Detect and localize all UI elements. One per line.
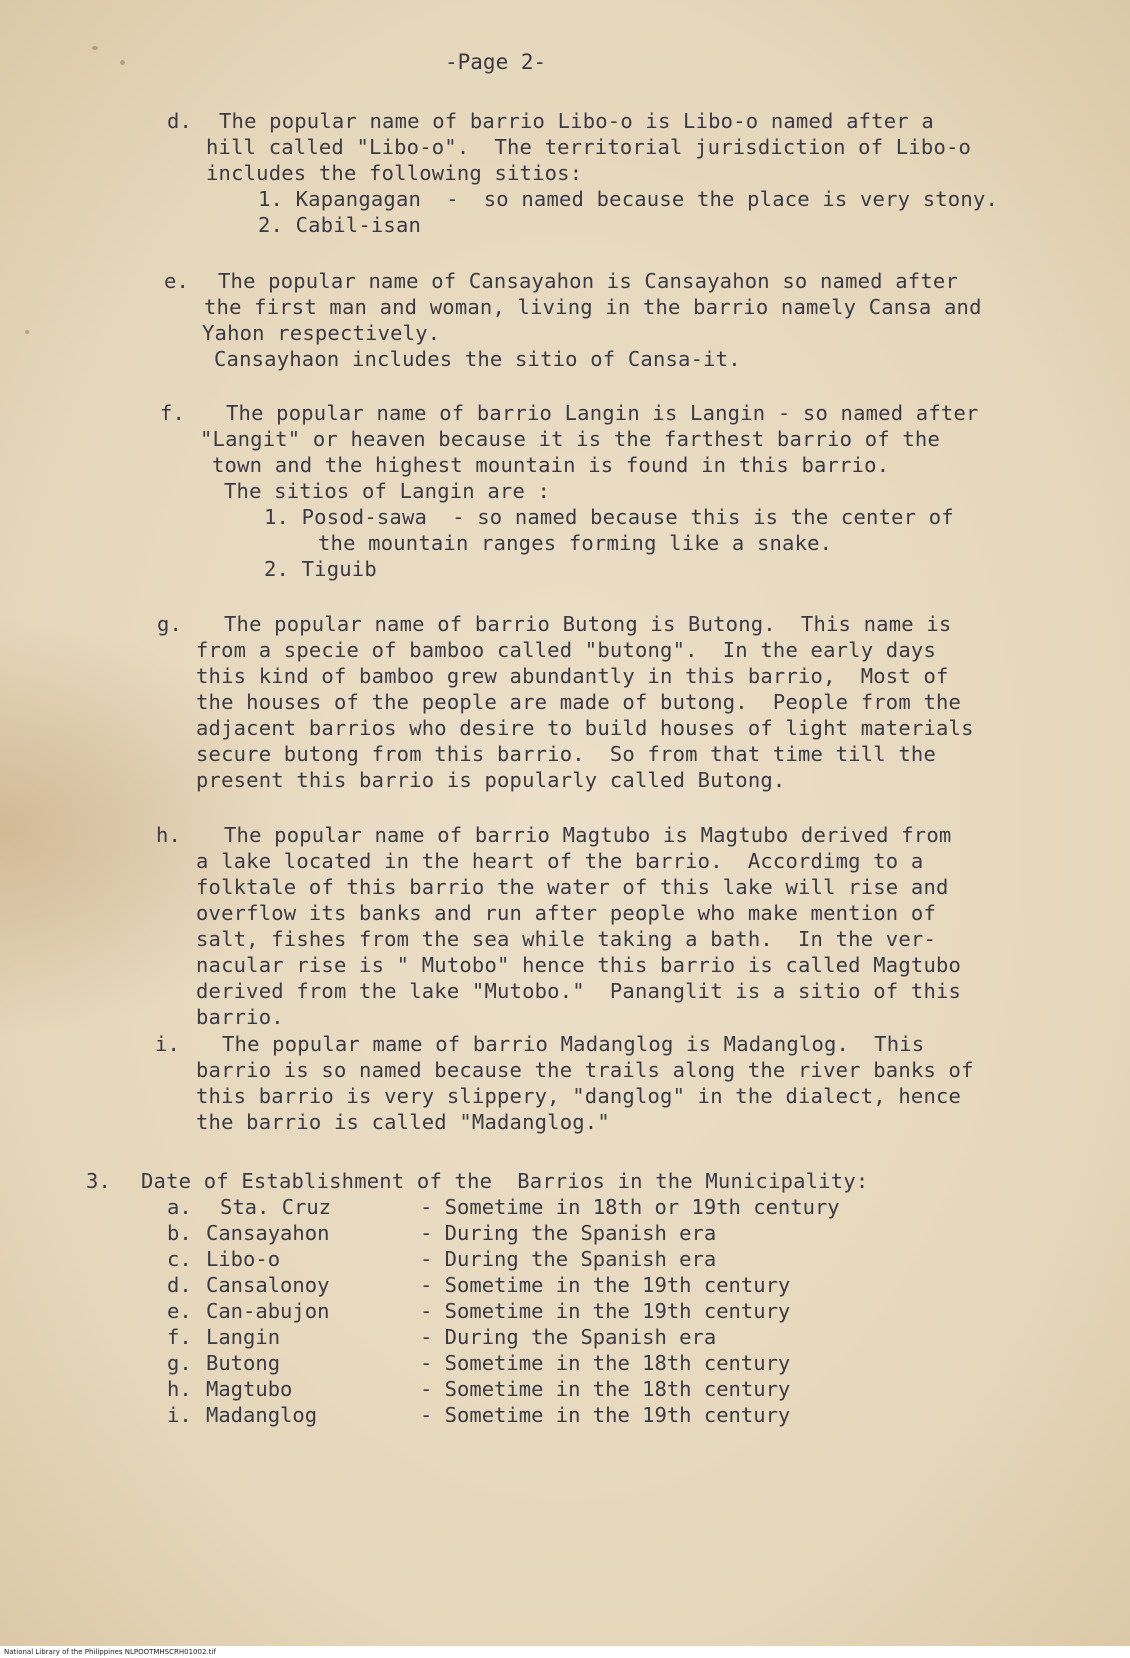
paragraph-e-extra: Cansayhaon includes the sitio of Cansa-it. xyxy=(214,347,741,371)
row-letter: d. xyxy=(167,1273,192,1297)
section-number: 3. xyxy=(86,1169,112,1193)
paragraph-h-line: overflow its banks and run after people who make mention of xyxy=(196,901,936,925)
paragraph-g-line: present this barrio is popularly called Butong. xyxy=(196,768,786,792)
table-row xyxy=(0,1272,791,1298)
table-row xyxy=(0,1220,717,1246)
row-date: - Sometime in the 18th century xyxy=(420,1351,791,1375)
row-date: - Sometime in the 19th century xyxy=(420,1403,791,1427)
sitio-list-item: 2. Cabil-isan xyxy=(258,213,422,237)
paragraph-h-line: folktale of this barrio the water of this lake will rise and xyxy=(196,875,949,899)
row-barrio: Cansayahon xyxy=(206,1221,330,1245)
row-date: - During the Spanish era xyxy=(420,1325,717,1349)
row-date: - During the Spanish era xyxy=(420,1221,717,1245)
row-date: - During the Spanish era xyxy=(420,1247,717,1271)
row-letter: a. xyxy=(167,1195,192,1219)
paper-speck xyxy=(92,46,98,50)
paragraph-i-line: the barrio is called "Madanglog." xyxy=(196,1110,610,1134)
paragraph-h-line: salt, fishes from the sea while taking a bath. In the ver- xyxy=(196,927,936,951)
paragraph-e-line: Yahon respectively. xyxy=(202,321,441,345)
row-barrio: Libo-o xyxy=(206,1247,281,1271)
paragraph-g-line: the houses of the people are made of butong. People from the xyxy=(196,690,962,714)
item-letter-i: i. xyxy=(155,1032,181,1056)
sitio-list-item: 1. Kapangagan - so named because the place is very stony. xyxy=(258,187,998,211)
paragraph-e-line: The popular name of Cansayahon is Cansayahon so named after xyxy=(218,269,958,293)
paragraph-g-line: from a specie of bamboo called "butong". In the early days xyxy=(196,638,936,662)
establishment-heading: Date of Establishment of the Barrios in the Municipality: xyxy=(141,1169,869,1193)
row-letter: h. xyxy=(167,1377,192,1401)
paragraph-e-line: the first man and woman, living in the barrio namely Cansa and xyxy=(204,295,982,319)
paragraph-i-line: The popular mame of barrio Madanglog is Madanglog. This xyxy=(222,1032,925,1056)
row-barrio: Cansalonoy xyxy=(206,1273,330,1297)
paragraph-g-line: this kind of bamboo grew abundantly in this barrio, Most of xyxy=(196,664,949,688)
sitios-intro: The sitios of Langin are : xyxy=(224,479,551,503)
paragraph-f-line: "Langit" or heaven because it is the farthest barrio of the xyxy=(200,427,940,451)
table-row xyxy=(0,1350,791,1376)
sitio-list-continuation: the mountain ranges forming like a snake. xyxy=(318,531,833,555)
row-date: - Sometime in 18th or 19th century xyxy=(420,1195,840,1219)
row-date: - Sometime in the 19th century xyxy=(420,1299,791,1323)
row-date: - Sometime in the 19th century xyxy=(420,1273,791,1297)
table-row xyxy=(0,1402,791,1428)
item-letter-f: f. xyxy=(160,401,186,425)
table-row xyxy=(0,1324,717,1350)
page-number-header: -Page 2- xyxy=(445,50,547,74)
paragraph-d-line: includes the following sitios: xyxy=(206,161,583,185)
row-letter: c. xyxy=(167,1247,192,1271)
item-letter-d: d. xyxy=(167,109,193,133)
row-letter: e. xyxy=(167,1299,192,1323)
sitio-list-item: 2. Tiguib xyxy=(264,557,377,581)
row-barrio: Langin xyxy=(206,1325,281,1349)
item-letter-h: h. xyxy=(156,823,182,847)
paragraph-i-line: this barrio is very slippery, "danglog" in the dialect, hence xyxy=(196,1084,962,1108)
paragraph-d-line: hill called "Libo-o". The territorial jurisdiction of Libo-o xyxy=(206,135,972,159)
paragraph-g-line: The popular name of barrio Butong is Butong. This name is xyxy=(224,612,952,636)
row-letter: f. xyxy=(167,1325,192,1349)
paragraph-g-line: adjacent barrios who desire to build houses of light materials xyxy=(196,716,974,740)
row-barrio: Can-abujon xyxy=(206,1299,330,1323)
paragraph-h-line: a lake located in the heart of the barrio. Accordimg to a xyxy=(196,849,924,873)
paper-speck xyxy=(25,330,29,334)
paragraph-f-line: town and the highest mountain is found in this barrio. xyxy=(212,453,890,477)
table-row xyxy=(0,1246,717,1272)
table-row xyxy=(0,1298,791,1324)
paragraph-h-line: barrio. xyxy=(196,1005,284,1029)
paragraph-f-line: The popular name of barrio Langin is Langin - so named after xyxy=(226,401,979,425)
table-row xyxy=(0,1376,791,1402)
table-row xyxy=(0,1194,840,1220)
paragraph-d-line: The popular name of barrio Libo-o is Libo-o named after a xyxy=(219,109,934,133)
row-letter: i. xyxy=(167,1403,192,1427)
item-letter-g: g. xyxy=(157,612,183,636)
row-barrio: Butong xyxy=(206,1351,281,1375)
row-barrio: Madanglog xyxy=(206,1403,318,1427)
paragraph-g-line: secure butong from this barrio. So from that time till the xyxy=(196,742,936,766)
paragraph-h-line: The popular name of barrio Magtubo is Magtubo derived from xyxy=(224,823,952,847)
paragraph-i-line: barrio is so named because the trails along the river banks of xyxy=(196,1058,974,1082)
paragraph-h-line: derived from the lake "Mutobo." Pananglit is a sitio of this xyxy=(196,979,962,1003)
row-date: - Sometime in the 18th century xyxy=(420,1377,791,1401)
item-letter-e: e. xyxy=(164,269,190,293)
row-letter: b. xyxy=(167,1221,192,1245)
sitio-list-item: 1. Posod-sawa - so named because this is the center of xyxy=(264,505,954,529)
row-barrio: Sta. Cruz xyxy=(220,1195,332,1219)
paper-speck xyxy=(120,60,125,65)
row-barrio: Magtubo xyxy=(206,1377,293,1401)
paragraph-h-line: nacular rise is " Mutobo" hence this barrio is called Magtubo xyxy=(196,953,962,977)
scan-footer: National Library of the Philippines NLPOOTMHSCRH01002.tif xyxy=(0,1646,1130,1658)
row-letter: g. xyxy=(167,1351,192,1375)
